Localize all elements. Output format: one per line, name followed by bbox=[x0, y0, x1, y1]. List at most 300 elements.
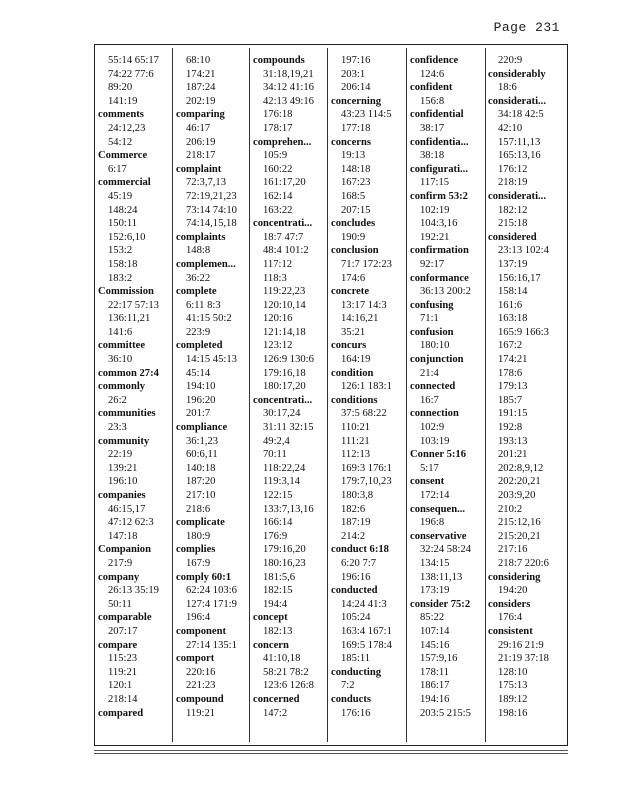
page-line-reference: 36:1,23 bbox=[186, 435, 219, 447]
page-line-reference: 218:17 bbox=[186, 150, 216, 162]
index-term: conditions bbox=[331, 394, 378, 406]
index-term: confirm 53:2 bbox=[410, 190, 468, 202]
page-line-reference: 62:24 103:6 bbox=[186, 585, 237, 597]
index-term: concerned bbox=[253, 693, 300, 705]
index-term: concept bbox=[253, 612, 288, 624]
page-line-reference: 26:2 bbox=[108, 394, 127, 406]
bottom-rule-double bbox=[94, 753, 568, 754]
page-line-reference: 176:16 bbox=[341, 707, 371, 719]
index-term: complete bbox=[176, 286, 217, 298]
index-column-2 bbox=[176, 54, 254, 720]
page-line-reference: 89:20 bbox=[108, 82, 133, 94]
page-line-reference: 46:15,17 bbox=[108, 503, 146, 515]
page-line-reference: 139:21 bbox=[108, 462, 138, 474]
index-term: concentrati... bbox=[253, 394, 313, 406]
page-line-reference: 38:17 bbox=[420, 122, 445, 134]
page-line-reference: 74:14,15,18 bbox=[186, 218, 237, 230]
page-line-reference: 194:16 bbox=[420, 693, 450, 705]
page-line-reference: 110:21 bbox=[341, 422, 371, 434]
page-line-reference: 117:15 bbox=[420, 177, 450, 189]
page-line-reference: 166:14 bbox=[263, 517, 293, 529]
page-line-reference: 70:11 bbox=[263, 449, 287, 461]
page-line-reference: 126:9 130:6 bbox=[263, 354, 314, 366]
index-term: comply 60:1 bbox=[176, 571, 232, 583]
page-line-reference: 119:21 bbox=[108, 666, 138, 678]
page-line-reference: 160:22 bbox=[263, 163, 293, 175]
index-term: confusing bbox=[410, 299, 454, 311]
page-line-reference: 218:7 220:6 bbox=[498, 557, 549, 569]
page-line-reference: 138:11,13 bbox=[420, 571, 463, 583]
page-line-reference: 176:4 bbox=[498, 612, 523, 624]
page-line-reference: 203:9,20 bbox=[498, 490, 536, 501]
index-term: connection bbox=[410, 408, 459, 420]
page-line-reference: 115:23 bbox=[108, 653, 138, 665]
index-term: concurs bbox=[331, 340, 367, 352]
page-line-reference: 161:17,20 bbox=[263, 177, 306, 189]
page-line-reference: 22:19 bbox=[108, 449, 133, 461]
page-line-reference: 16:7 bbox=[420, 394, 439, 406]
page-line-reference: 180:3,8 bbox=[341, 490, 374, 501]
index-term: consider 75:2 bbox=[410, 598, 471, 610]
page-line-reference: 203:5 215:5 bbox=[420, 707, 471, 719]
page-line-reference: 47:12 62:3 bbox=[108, 517, 154, 529]
page-line-reference: 217:9 bbox=[108, 557, 133, 569]
page-line-reference: 196:4 bbox=[186, 612, 211, 624]
page-line-reference: 123:12 bbox=[263, 340, 293, 352]
page-line-reference: 179:16,20 bbox=[263, 544, 306, 556]
page-line-reference: 119:21 bbox=[186, 707, 216, 719]
page-line-reference: 158:14 bbox=[498, 286, 528, 298]
page-line-reference: 189:12 bbox=[498, 693, 528, 705]
page-line-reference: 42:10 bbox=[498, 122, 523, 134]
page-line-reference: 23:13 102:4 bbox=[498, 245, 549, 257]
page-line-reference: 182:15 bbox=[263, 585, 293, 597]
page-line-reference: 71:1 bbox=[420, 313, 439, 325]
page-line-reference: 191:15 bbox=[498, 408, 528, 420]
page-line-reference: 103:19 bbox=[420, 435, 450, 447]
index-term: considerati... bbox=[488, 190, 546, 202]
page-line-reference: 145:16 bbox=[420, 639, 450, 651]
index-term: complaints bbox=[176, 231, 226, 243]
page-line-reference: 13:17 14:3 bbox=[341, 299, 387, 311]
index-term: committee bbox=[98, 340, 146, 352]
index-term: confusion bbox=[410, 326, 454, 338]
page-line-reference: 196:8 bbox=[420, 517, 445, 529]
index-column-6 bbox=[488, 54, 566, 720]
page-line-reference: 218:14 bbox=[108, 693, 138, 705]
page-line-reference: 102:19 bbox=[420, 204, 450, 216]
page-line-reference: 68:10 bbox=[186, 55, 211, 66]
page-line-reference: 163:22 bbox=[263, 204, 293, 216]
page-line-reference: 6:17 bbox=[108, 163, 127, 175]
page-line-reference: 175:13 bbox=[498, 680, 528, 692]
page-line-reference: 156:16,17 bbox=[498, 272, 541, 284]
page-line-reference: 215:20,21 bbox=[498, 530, 541, 542]
page-line-reference: 48:4 101:2 bbox=[263, 245, 309, 257]
page-line-reference: 117:12 bbox=[263, 258, 293, 270]
page-line-reference: 165:9 166:3 bbox=[498, 326, 549, 338]
page-line-reference: 163:4 167:1 bbox=[341, 625, 392, 637]
page-line-reference: 202:8,9,12 bbox=[498, 462, 544, 474]
page-line-reference: 120:16 bbox=[263, 313, 293, 325]
page-line-reference: 54:12 bbox=[108, 136, 133, 148]
index-term: comport bbox=[176, 653, 215, 665]
page-line-reference: 107:14 bbox=[420, 625, 450, 637]
page-line-reference: 207:15 bbox=[341, 204, 371, 216]
page-line-reference: 31:18,19,21 bbox=[263, 68, 314, 80]
page-line-reference: 120:10,14 bbox=[263, 299, 306, 311]
page-line-reference: 183:2 bbox=[108, 272, 133, 284]
page-line-reference: 50:11 bbox=[108, 598, 132, 610]
page-line-reference: 174:6 bbox=[341, 272, 366, 284]
index-term: comparable bbox=[98, 612, 152, 624]
index-column-5 bbox=[410, 54, 488, 720]
index-term: completed bbox=[176, 340, 223, 352]
page-line-reference: 182:13 bbox=[263, 625, 293, 637]
page-line-reference: 41:15 50:2 bbox=[186, 313, 232, 325]
page-line-reference: 119:22,23 bbox=[263, 286, 306, 298]
page-line-reference: 194:20 bbox=[498, 585, 528, 597]
page-line-reference: 104:3,16 bbox=[420, 218, 458, 230]
index-term: complies bbox=[176, 544, 216, 556]
page-line-reference: 187:20 bbox=[186, 476, 216, 488]
page-line-reference: 162:14 bbox=[263, 190, 293, 202]
page-line-reference: 157:11,13 bbox=[498, 136, 541, 148]
page-line-reference: 92:17 bbox=[420, 258, 445, 270]
page-line-reference: 42:13 49:16 bbox=[263, 95, 314, 107]
index-term: Conner 5:16 bbox=[410, 449, 467, 461]
index-term: conjunction bbox=[410, 354, 464, 366]
page-line-reference: 158:18 bbox=[108, 258, 138, 270]
page-line-reference: 223:9 bbox=[186, 326, 211, 338]
page-line-reference: 187:19 bbox=[341, 517, 371, 529]
index-term: commonly bbox=[98, 381, 146, 393]
page-line-reference: 29:16 21:9 bbox=[498, 639, 544, 651]
page-line-reference: 18:6 bbox=[498, 82, 517, 94]
page-line-reference: 153:2 bbox=[108, 245, 133, 257]
page-line-reference: 148:18 bbox=[341, 163, 371, 175]
page-line-reference: 221:23 bbox=[186, 680, 216, 692]
page-line-reference: 181:5,6 bbox=[263, 571, 296, 583]
page-line-reference: 35:21 bbox=[341, 326, 366, 338]
index-term: Companion bbox=[98, 544, 151, 556]
page-line-reference: 196:16 bbox=[341, 571, 371, 583]
page-line-reference: 186:17 bbox=[420, 680, 450, 692]
page-line-reference: 72:19,21,23 bbox=[186, 190, 237, 202]
page-line-reference: 167:9 bbox=[186, 557, 211, 569]
page-line-reference: 194:10 bbox=[186, 381, 216, 393]
index-term: complemen... bbox=[176, 258, 236, 270]
page-line-reference: 14:24 41:3 bbox=[341, 598, 387, 610]
page-line-reference: 148:24 bbox=[108, 204, 138, 216]
page-line-reference: 215:12,16 bbox=[498, 517, 541, 529]
page-line-reference: 147:2 bbox=[263, 707, 288, 719]
page-line-reference: 180:17,20 bbox=[263, 381, 306, 393]
page-line-reference: 32:24 58:24 bbox=[420, 544, 471, 556]
index-term: concrete bbox=[331, 286, 370, 298]
page-line-reference: 161:6 bbox=[498, 299, 523, 311]
page-line-reference: 118:3 bbox=[263, 272, 287, 284]
index-term: concerns bbox=[331, 136, 372, 148]
index-term: community bbox=[98, 435, 150, 447]
page-line-reference: 148:8 bbox=[186, 245, 211, 257]
page-line-reference: 45:19 bbox=[108, 190, 133, 202]
page-line-reference: 26:13 35:19 bbox=[108, 585, 159, 597]
page-line-reference: 6:20 7:7 bbox=[341, 557, 377, 569]
page-line-reference: 102:9 bbox=[420, 422, 445, 434]
page-line-reference: 34:18 42:5 bbox=[498, 109, 544, 121]
index-term: comparing bbox=[176, 109, 225, 121]
page-line-reference: 179:13 bbox=[498, 381, 528, 393]
page-line-reference: 169:5 178:4 bbox=[341, 639, 392, 651]
page-line-reference: 31:11 32:15 bbox=[263, 422, 314, 434]
bottom-rule bbox=[94, 750, 568, 751]
page-line-reference: 196:10 bbox=[108, 476, 138, 488]
index-term: confidence bbox=[410, 55, 459, 66]
page-line-reference: 190:9 bbox=[341, 231, 366, 243]
index-term: complicate bbox=[176, 517, 225, 529]
page-line-reference: 182:12 bbox=[498, 204, 528, 216]
index-term: Commission bbox=[98, 286, 154, 298]
index-term: condition bbox=[331, 367, 374, 379]
page-line-reference: 36:13 200:2 bbox=[420, 286, 471, 298]
page-line-reference: 37:5 68:22 bbox=[341, 408, 387, 420]
index-term: confidential bbox=[410, 109, 464, 121]
page-line-reference: 147:18 bbox=[108, 530, 138, 542]
page-line-reference: 217:10 bbox=[186, 490, 216, 501]
page-line-reference: 179:7,10,23 bbox=[341, 476, 392, 488]
index-column-3 bbox=[253, 54, 331, 720]
index-term: conduct 6:18 bbox=[331, 544, 389, 556]
page-line-reference: 220:16 bbox=[186, 666, 216, 678]
page-line-reference: 45:14 bbox=[186, 367, 211, 379]
page-line-reference: 19:13 bbox=[341, 150, 366, 162]
page-line-reference: 152:6,10 bbox=[108, 231, 146, 243]
index-term: companies bbox=[98, 490, 146, 501]
page-line-reference: 24:12,23 bbox=[108, 122, 146, 134]
page-line-reference: 174:21 bbox=[186, 68, 216, 80]
page-line-reference: 127:4 171:9 bbox=[186, 598, 237, 610]
page-line-reference: 207:17 bbox=[108, 625, 138, 637]
page-line-reference: 206:14 bbox=[341, 82, 371, 94]
page-line-reference: 185:7 bbox=[498, 394, 523, 406]
index-term: company bbox=[98, 571, 140, 583]
index-term: compare bbox=[98, 639, 138, 651]
page-line-reference: 178:6 bbox=[498, 367, 523, 379]
page-line-reference: 73:14 74:10 bbox=[186, 204, 237, 216]
page-line-reference: 36:22 bbox=[186, 272, 211, 284]
page-line-reference: 140:18 bbox=[186, 462, 216, 474]
index-term: concludes bbox=[331, 218, 376, 230]
page-line-reference: 118:22,24 bbox=[263, 462, 306, 474]
page-line-reference: 60:6,11 bbox=[186, 449, 218, 461]
page-line-reference: 164:19 bbox=[341, 354, 371, 366]
page-line-reference: 5:17 bbox=[420, 462, 439, 474]
page-line-reference: 182:6 bbox=[341, 503, 366, 515]
index-term: compliance bbox=[176, 422, 228, 434]
page-line-reference: 7:2 bbox=[341, 680, 355, 692]
page-line-reference: 21:4 bbox=[420, 367, 439, 379]
page-line-reference: 121:14,18 bbox=[263, 326, 306, 338]
page-line-reference: 185:11 bbox=[341, 653, 371, 665]
page-line-reference: 193:13 bbox=[498, 435, 528, 447]
page-line-reference: 71:7 172:23 bbox=[341, 258, 392, 270]
page-line-reference: 36:10 bbox=[108, 354, 133, 366]
page-line-reference: 214:2 bbox=[341, 530, 366, 542]
page-line-reference: 203:1 bbox=[341, 68, 366, 80]
index-term: conducting bbox=[331, 666, 382, 678]
index-term: connected bbox=[410, 381, 456, 393]
page-line-reference: 137:19 bbox=[498, 258, 528, 270]
index-term: concentrati... bbox=[253, 218, 313, 230]
index-term: concern bbox=[253, 639, 289, 651]
page-line-reference: 177:18 bbox=[341, 122, 371, 134]
page-line-reference: 169:3 176:1 bbox=[341, 462, 392, 474]
index-column-1 bbox=[98, 54, 176, 720]
page-line-reference: 14:16,21 bbox=[341, 313, 379, 325]
index-term: confirmation bbox=[410, 245, 469, 257]
page-line-reference: 124:6 bbox=[420, 68, 445, 80]
page-line-reference: 41:10,18 bbox=[263, 653, 301, 665]
index-term: comments bbox=[98, 109, 144, 121]
page-line-reference: 173:19 bbox=[420, 585, 450, 597]
page-line-reference: 30:17,24 bbox=[263, 408, 301, 420]
index-term: compared bbox=[98, 707, 144, 719]
index-term: Commerce bbox=[98, 150, 148, 162]
page-line-reference: 6:11 8:3 bbox=[186, 299, 221, 311]
page-line-reference: 157:9,16 bbox=[420, 653, 458, 665]
page-line-reference: 55:14 65:17 bbox=[108, 55, 159, 66]
page-line-reference: 180:16,23 bbox=[263, 557, 306, 569]
index-term: considers bbox=[488, 598, 531, 610]
page-line-reference: 22:17 57:13 bbox=[108, 299, 159, 311]
page-line-reference: 218:6 bbox=[186, 503, 211, 515]
page-line-reference: 202:20,21 bbox=[498, 476, 541, 488]
page-line-reference: 197:16 bbox=[341, 55, 371, 66]
index-term: conservative bbox=[410, 530, 467, 542]
index-term: complaint bbox=[176, 163, 222, 175]
page-line-reference: 192:21 bbox=[420, 231, 450, 243]
index-term: conducted bbox=[331, 585, 378, 597]
page-line-reference: 23:3 bbox=[108, 422, 127, 434]
index-term: consistent bbox=[488, 625, 533, 637]
page-line-reference: 174:21 bbox=[498, 354, 528, 366]
index-term: conclusion bbox=[331, 245, 379, 257]
page-line-reference: 176:9 bbox=[263, 530, 288, 542]
index-term: conducts bbox=[331, 693, 372, 705]
index-term: component bbox=[176, 625, 227, 637]
page-line-reference: 165:13,16 bbox=[498, 150, 541, 162]
page-line-reference: 201:21 bbox=[498, 449, 528, 461]
page-line-reference: 85:22 bbox=[420, 612, 445, 624]
index-term: conformance bbox=[410, 272, 469, 284]
page-line-reference: 120:1 bbox=[108, 680, 133, 692]
page-line-reference: 210:2 bbox=[498, 503, 523, 515]
page-line-reference: 128:10 bbox=[498, 666, 528, 678]
page-line-reference: 111:21 bbox=[341, 435, 370, 447]
index-term: common 27:4 bbox=[98, 367, 159, 379]
page-line-reference: 167:23 bbox=[341, 177, 371, 189]
page-number: Page 231 bbox=[493, 20, 560, 35]
page-line-reference: 180:10 bbox=[420, 340, 450, 352]
index-column-4 bbox=[331, 54, 409, 720]
page-line-reference: 112:13 bbox=[341, 449, 371, 461]
page-line-reference: 179:16,18 bbox=[263, 367, 306, 379]
page-line-reference: 72:3,7,13 bbox=[186, 177, 227, 189]
page-line-reference: 119:3,14 bbox=[263, 476, 300, 488]
index-term: consequen... bbox=[410, 503, 466, 515]
page-line-reference: 58:21 78:2 bbox=[263, 666, 309, 678]
page-line-reference: 150:11 bbox=[108, 218, 138, 230]
index-term: considering bbox=[488, 571, 541, 583]
page-line-reference: 215:18 bbox=[498, 218, 528, 230]
page-line-reference: 136:11,21 bbox=[108, 313, 151, 325]
page-line-reference: 123:6 126:8 bbox=[263, 680, 314, 692]
page-line-reference: 21:19 37:18 bbox=[498, 653, 549, 665]
page-line-reference: 201:7 bbox=[186, 408, 211, 420]
page-line-reference: 74:22 77:6 bbox=[108, 68, 154, 80]
page-line-reference: 167:2 bbox=[498, 340, 523, 352]
page-line-reference: 178:11 bbox=[420, 666, 450, 678]
page-line-reference: 218:19 bbox=[498, 177, 528, 189]
index-term: comprehen... bbox=[253, 136, 312, 148]
index-term: considerably bbox=[488, 68, 546, 80]
index-term: considerati... bbox=[488, 95, 546, 107]
page-line-reference: 163:18 bbox=[498, 313, 528, 325]
page-line-reference: 176:18 bbox=[263, 109, 293, 121]
page-line-reference: 122:15 bbox=[263, 490, 293, 501]
page-line-reference: 105:9 bbox=[263, 150, 288, 162]
page-line-reference: 196:20 bbox=[186, 394, 216, 406]
page-line-reference: 14:15 45:13 bbox=[186, 354, 237, 366]
page-line-reference: 156:8 bbox=[420, 95, 445, 107]
page-line-reference: 198:16 bbox=[498, 707, 528, 719]
page-line-reference: 206:19 bbox=[186, 136, 216, 148]
page-line-reference: 194:4 bbox=[263, 598, 288, 610]
page-line-reference: 105:24 bbox=[341, 612, 371, 624]
index-term: configurati... bbox=[410, 163, 468, 175]
page-line-reference: 187:24 bbox=[186, 82, 216, 94]
index-term: concerning bbox=[331, 95, 382, 107]
page-line-reference: 176:12 bbox=[498, 163, 528, 175]
page-line-reference: 178:17 bbox=[263, 122, 293, 134]
page-line-reference: 18:7 47:7 bbox=[263, 231, 304, 243]
page-line-reference: 180:9 bbox=[186, 530, 211, 542]
page-line-reference: 46:17 bbox=[186, 122, 211, 134]
index-term: confidentia... bbox=[410, 136, 469, 148]
page-line-reference: 141:19 bbox=[108, 95, 138, 107]
index-term: compound bbox=[176, 693, 224, 705]
index-term: commercial bbox=[98, 177, 151, 189]
page-line-reference: 43:23 114:5 bbox=[341, 109, 392, 121]
page-line-reference: 220:9 bbox=[498, 55, 523, 66]
page-line-reference: 202:19 bbox=[186, 95, 216, 107]
index-term: consent bbox=[410, 476, 445, 488]
page-line-reference: 192:8 bbox=[498, 422, 523, 434]
index-term: confident bbox=[410, 82, 453, 94]
index-term: considered bbox=[488, 231, 537, 243]
page-line-reference: 172:14 bbox=[420, 490, 450, 501]
page-line-reference: 133:7,13,16 bbox=[263, 503, 314, 515]
page-line-reference: 27:14 135:1 bbox=[186, 639, 237, 651]
page-line-reference: 168:5 bbox=[341, 190, 366, 202]
index-term: communities bbox=[98, 408, 156, 420]
page-line-reference: 126:1 183:1 bbox=[341, 381, 392, 393]
page-line-reference: 134:15 bbox=[420, 557, 450, 569]
page-line-reference: 217:16 bbox=[498, 544, 528, 556]
page-line-reference: 49:2,4 bbox=[263, 435, 290, 447]
index-term: compounds bbox=[253, 55, 305, 66]
